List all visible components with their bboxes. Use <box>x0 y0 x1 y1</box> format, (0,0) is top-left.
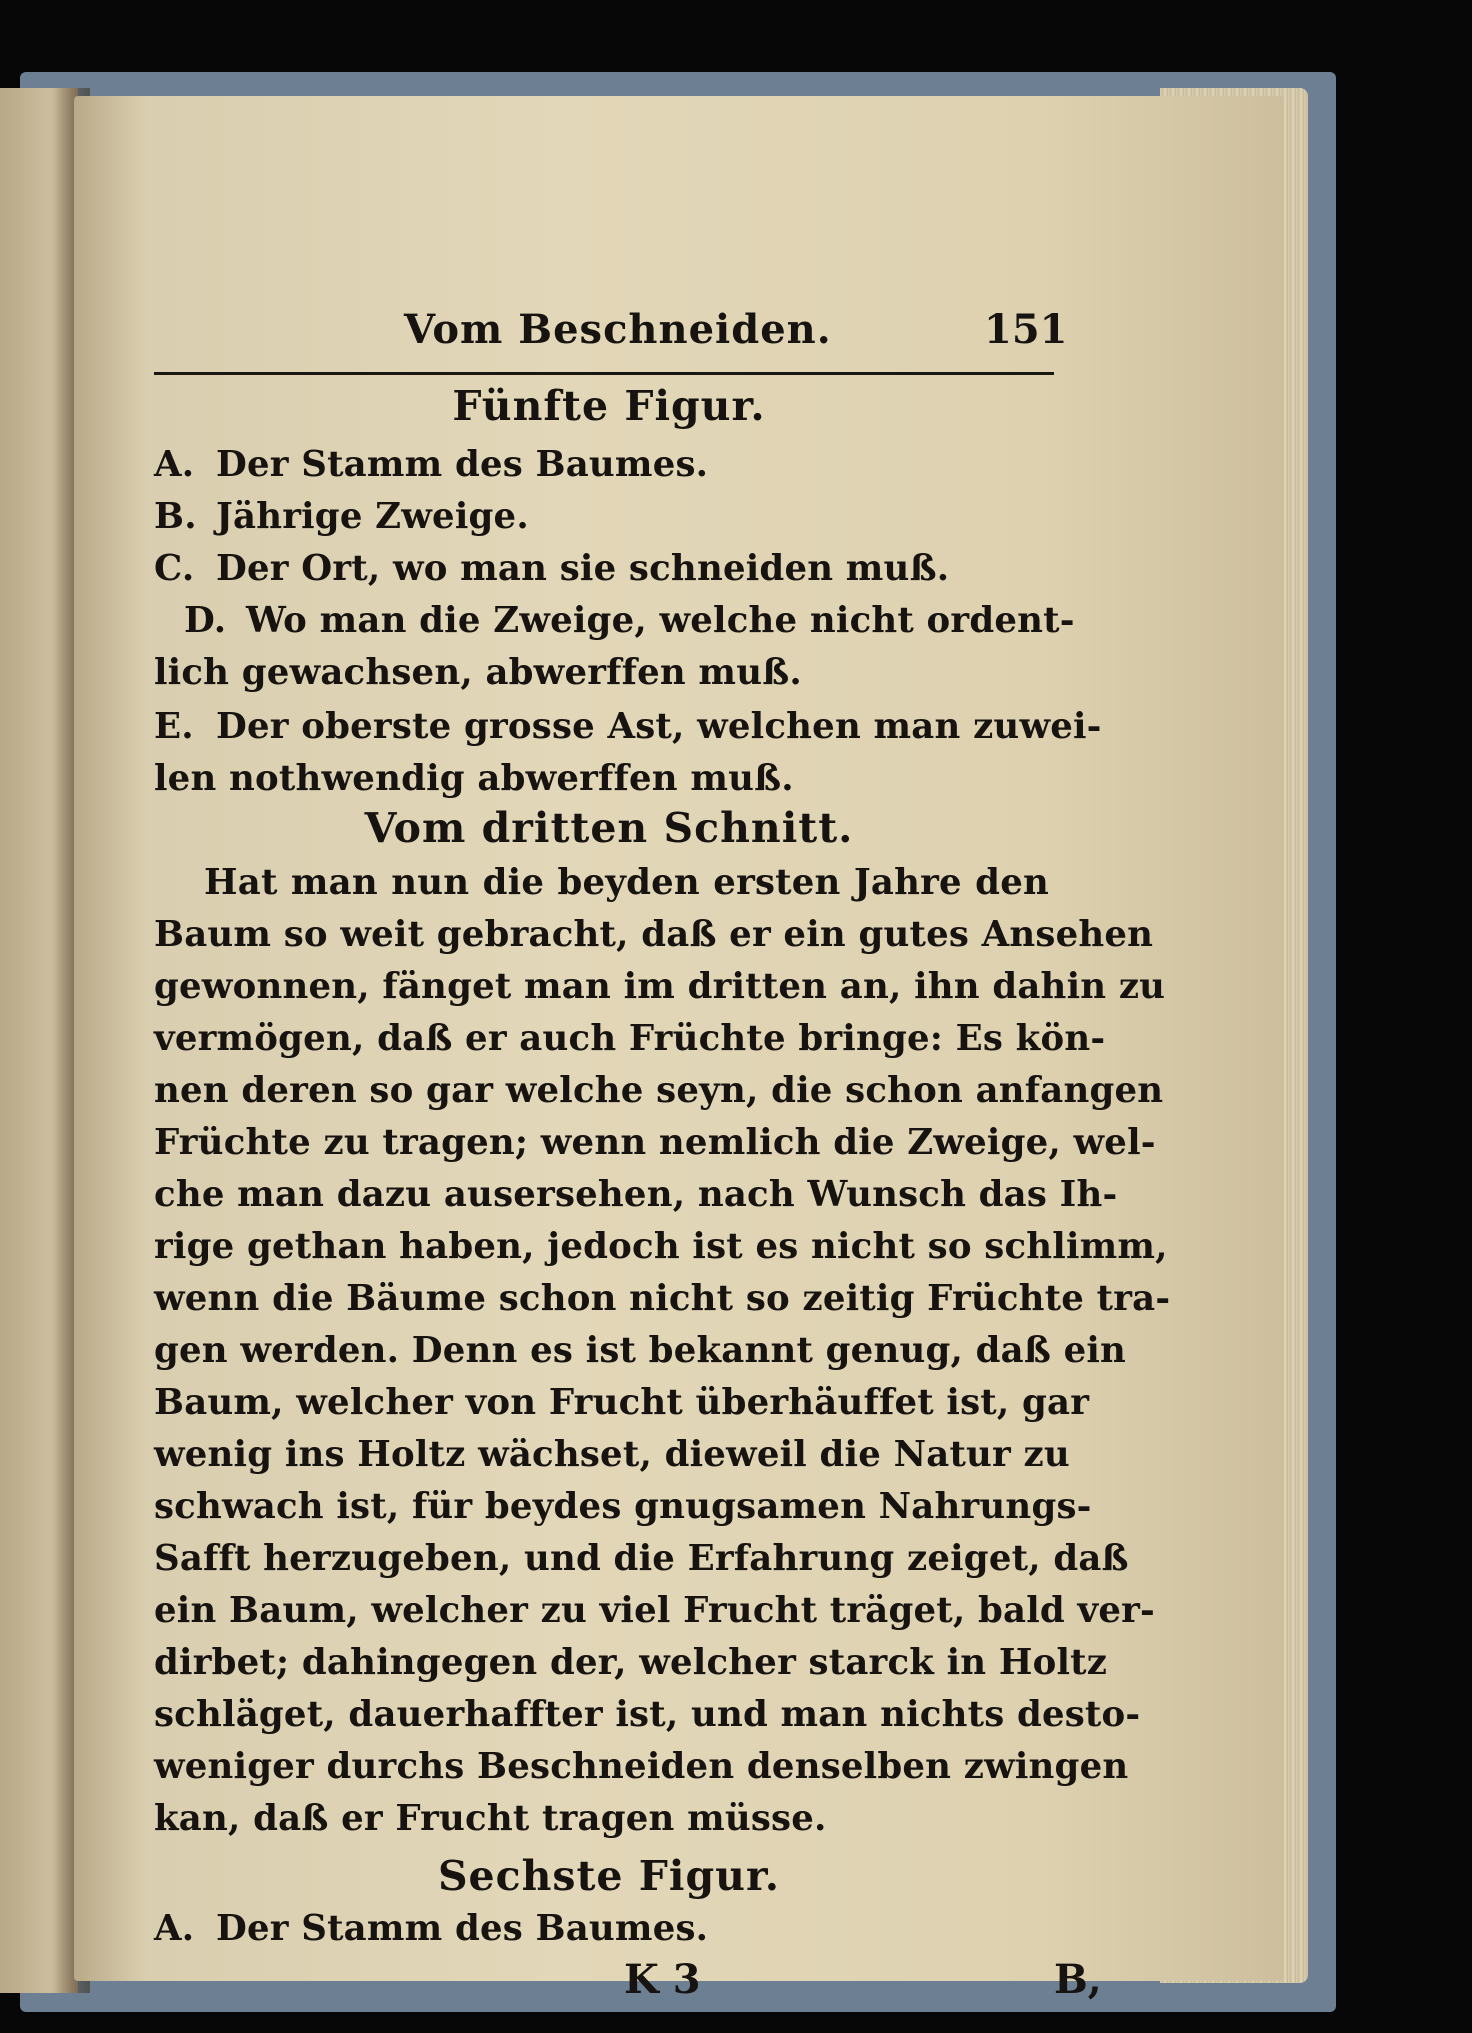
item-text: Der Ort, wo man sie schneiden muß. <box>216 548 950 589</box>
item-label: D. <box>184 600 227 641</box>
catchword: B, <box>1054 1956 1102 2003</box>
body-line: rige gethan haben, jedoch ist es nicht so schlimm, <box>154 1226 1168 1267</box>
body-line: vermögen, daß er auch Früchte bringe: Es kön- <box>154 1018 1106 1059</box>
body-line: nen deren so gar welche seyn, die schon anfangen <box>154 1070 1164 1111</box>
item-label: C. <box>154 548 195 589</box>
section-heading: Vom dritten Schnitt. <box>364 804 854 852</box>
signature-mark: K 3 <box>624 1956 701 2003</box>
figure5-item-d-cont: lich gewachsen, abwerffen muß. <box>154 652 802 693</box>
body-line: Baum so weit gebracht, daß er ein gutes Ansehen <box>154 914 1154 955</box>
figure5-item-a <box>154 444 708 485</box>
figure6-heading: Sechste Figur. <box>437 1852 781 1900</box>
item-text: Der oberste grosse Ast, welchen man zuwei- <box>216 706 1102 747</box>
item-label: B. <box>154 496 197 537</box>
running-title: Vom Beschneiden. <box>404 306 832 353</box>
item-label: E. <box>154 706 194 747</box>
item-label: A. <box>154 444 195 485</box>
figure5-item-c <box>154 548 949 589</box>
item-text: Jährige Zweige. <box>216 496 529 537</box>
body-line: dirbet; dahingegen der, welcher starck in Holtz <box>154 1642 1108 1683</box>
body-line: ein Baum, welcher zu viel Frucht träget, bald ver- <box>154 1590 1155 1631</box>
body-line: gewonnen, fänget man im dritten an, ihn dahin zu <box>154 966 1166 1007</box>
body-line: weniger durchs Beschneiden denselben zwingen <box>154 1746 1129 1787</box>
page-number: 151 <box>984 306 1068 353</box>
body-line: schläget, dauerhaffter ist, und man nichts desto- <box>154 1694 1141 1735</box>
item-label: A. <box>154 1908 195 1949</box>
item-text: Wo man die Zweige, welche nicht ordent- <box>246 600 1075 641</box>
body-line: Früchte zu tragen; wenn nemlich die Zweige, wel- <box>154 1122 1156 1163</box>
item-text: Der Stamm des Baumes. <box>216 1908 709 1949</box>
figure5-heading: Fünfte Figur. <box>452 382 766 430</box>
body-line: che man dazu ausersehen, nach Wunsch das Ih- <box>154 1174 1118 1215</box>
body-line: wenn die Bäume schon nicht so zeitig Früchte tra- <box>154 1278 1171 1319</box>
body-line: Hat man nun die beyden ersten Jahre den <box>204 862 1049 903</box>
body-line: wenig ins Holtz wächset, dieweil die Natur zu <box>154 1434 1070 1475</box>
body-line: kan, daß er Frucht tragen müsse. <box>154 1798 827 1839</box>
body-line: Safft herzugeben, und die Erfahrung zeiget, daß <box>154 1538 1129 1579</box>
figure5-item-b <box>154 496 529 537</box>
body-line: gen werden. Denn es ist bekannt genug, daß ein <box>154 1330 1127 1371</box>
item-text: Der Stamm des Baumes. <box>216 444 709 485</box>
figure5-item-e <box>154 706 1102 747</box>
figure6-item-a <box>154 1908 708 1949</box>
page-header <box>154 296 1068 358</box>
book-page <box>74 96 1284 2003</box>
body-line: schwach ist, für beydes gnugsamen Nahrungs- <box>154 1486 1092 1527</box>
figure5-item-d <box>184 600 1075 641</box>
figure5-item-e-cont: len nothwendig abwerffen muß. <box>154 758 794 799</box>
body-line: Baum, welcher von Frucht überhäuffet ist, gar <box>154 1382 1090 1423</box>
header-rule <box>154 372 1054 375</box>
